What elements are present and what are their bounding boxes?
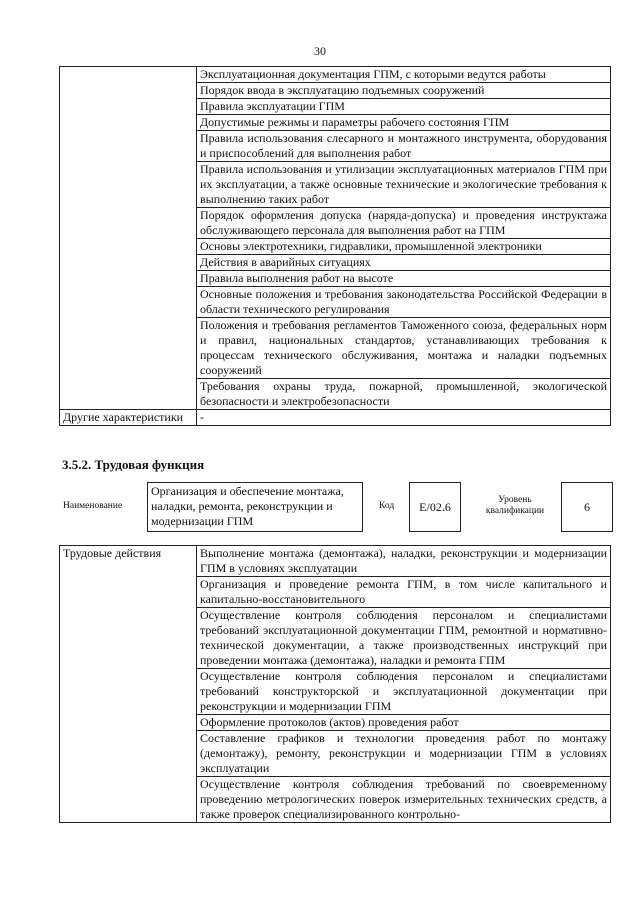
other-characteristics-value: - bbox=[197, 410, 611, 426]
code-label: Код bbox=[379, 501, 395, 511]
labor-actions-table bbox=[59, 545, 611, 823]
knowledge-item: Порядок ввода в эксплуатацию подъемных сооружений bbox=[197, 83, 611, 99]
function-header-row bbox=[59, 482, 615, 542]
function-code-box bbox=[409, 482, 461, 532]
knowledge-item: Положения и требования регламентов Таможенного союза, федеральных норм и правил, национальных стандартов, устанавливающих требования к процессам технического обслуживания, монтажа и наладки подъемных сооружений bbox=[197, 318, 611, 379]
section-title: 3.5.2. Трудовая функция bbox=[62, 457, 205, 472]
labor-action-item: Оформление протоколов (актов) проведения работ bbox=[197, 715, 611, 731]
knowledge-item: Действия в аварийных ситуациях bbox=[197, 255, 611, 271]
function-name: Организация и обеспечение монтажа, наладки, ремонта, реконструкции и модернизации ГПМ bbox=[151, 484, 344, 528]
function-code: E/02.6 bbox=[419, 499, 451, 514]
knowledge-item: Требования охраны труда, пожарной, промышленной, экологической безопасности и электробезопасности bbox=[197, 379, 611, 410]
name-label: Наименование bbox=[63, 501, 123, 511]
knowledge-item: Допустимые режимы и параметры рабочего состояния ГПМ bbox=[197, 115, 611, 131]
knowledge-item: Порядок оформления допуска (наряда-допуска) и проведения инструктажа обслуживающего персонала для выполнения работ на ГПМ bbox=[197, 208, 611, 239]
knowledge-item: Правила выполнения работ на высоте bbox=[197, 271, 611, 287]
qualification-level-label: Уровень квалификации bbox=[485, 495, 545, 516]
knowledge-label-cell bbox=[60, 67, 197, 410]
labor-actions-label: Трудовые действия bbox=[60, 546, 197, 823]
knowledge-table bbox=[59, 66, 611, 426]
knowledge-item: Правила использования слесарного и монтажного инструмента, оборудования и приспособлений для выполнения работ bbox=[197, 131, 611, 162]
labor-action-item: Составление графиков и технологии проведения работ по монтажу (демонтажу), ремонту, реконструкции и модернизации ГПМ в условиях эксплуатации bbox=[197, 731, 611, 777]
knowledge-item: Эксплуатационная документация ГПМ, с которыми ведутся работы bbox=[197, 67, 611, 83]
other-characteristics-label: Другие характеристики bbox=[60, 410, 197, 426]
labor-action-item: Выполнение монтажа (демонтажа), наладки, реконструкции и модернизации ГПМ в условиях эксплуатации bbox=[197, 546, 611, 577]
labor-action-item: Осуществление контроля соблюдения требований по своевременному проведению метрологических поверок измерительных технических средств, а также проверок специализированного контрольно- bbox=[197, 777, 611, 823]
function-name-box bbox=[147, 482, 363, 532]
knowledge-item: Правила использования и утилизации эксплуатационных материалов ГПМ при их эксплуатации, а также основные технические и экологические требования к выполнению таких работ bbox=[197, 162, 611, 208]
labor-action-item: Осуществление контроля соблюдения персоналом и специалистами требований конструкторской и эксплуатационной документации при реконструкции и модернизации ГПМ bbox=[197, 669, 611, 715]
labor-action-item: Организация и проведение ремонта ГПМ, в том числе капитального и капитально-восстановительного bbox=[197, 577, 611, 608]
qualification-level: 6 bbox=[584, 499, 590, 514]
labor-action-item: Осуществление контроля соблюдения персоналом и специалистами требований эксплуатационной документации ГПМ, ремонтной и нормативно-технической документации, а также производственных инструкций при проведении монтажа (демонтажа), наладки и ремонта ГПМ bbox=[197, 608, 611, 669]
knowledge-item: Правила эксплуатации ГПМ bbox=[197, 99, 611, 115]
knowledge-item: Основы электротехники, гидравлики, промышленной электроники bbox=[197, 239, 611, 255]
page-number: 30 bbox=[314, 44, 326, 58]
qualification-level-box bbox=[561, 482, 613, 532]
knowledge-item: Основные положения и требования законодательства Российской Федерации в области технического регулирования bbox=[197, 287, 611, 318]
